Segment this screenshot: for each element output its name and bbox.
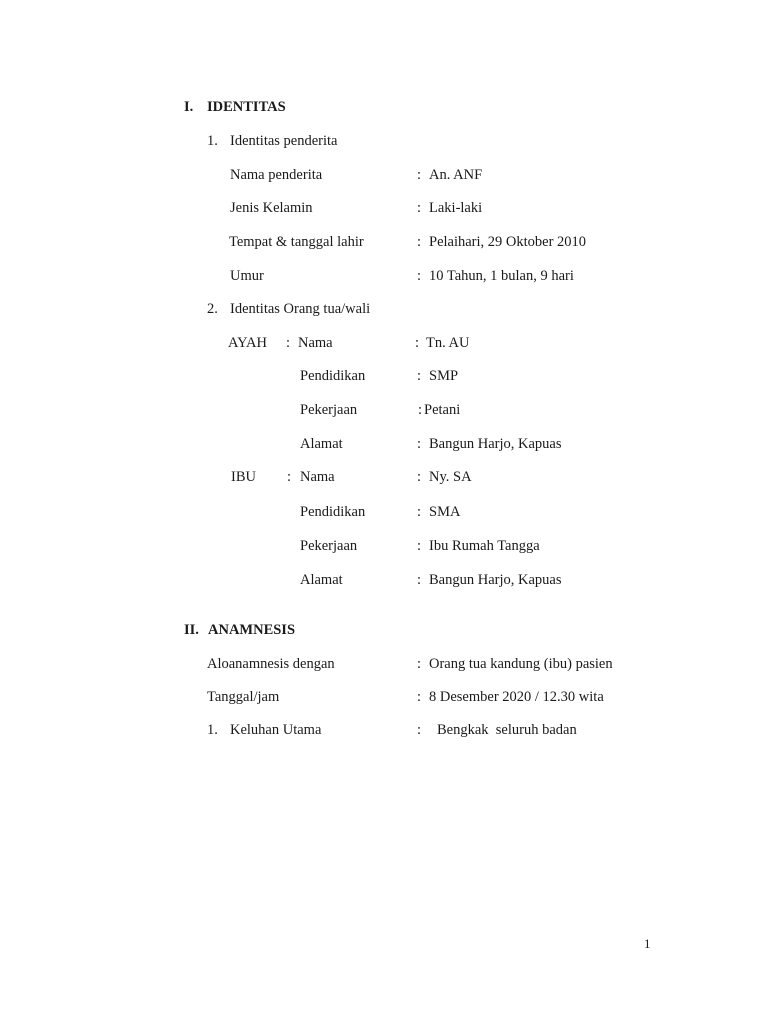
complaint-label: Keluhan Utama [230, 722, 322, 738]
mother-role: IBU [231, 469, 256, 485]
mother-label-job: Pekerjaan [300, 538, 358, 554]
section-1-title: IDENTITAS [207, 99, 286, 115]
father-sep-address: : [417, 436, 422, 452]
anamnesis-label-source: Aloanamnesis dengan [207, 656, 335, 672]
anamnesis-value-datetime: 8 Desember 2020 / 12.30 wita [429, 689, 604, 705]
patient-label-sex: Jenis Kelamin [230, 200, 313, 216]
complaint-number: 1. [207, 722, 218, 738]
father-label-name: Nama [298, 335, 333, 351]
father-label-job: Pekerjaan [300, 402, 358, 418]
anamnesis-sep-source: : [417, 656, 422, 672]
patient-value-sex: Laki-laki [429, 200, 483, 216]
patient-heading: Identitas penderita [230, 133, 338, 149]
patient-value-birth: Pelaihari, 29 Oktober 2010 [429, 234, 587, 250]
patient-sep-age: : [417, 268, 422, 284]
section-1-numeral: I. [184, 99, 194, 115]
anamnesis-label-datetime: Tanggal/jam [207, 689, 280, 705]
mother-value-address: Bangun Harjo, Kapuas [429, 572, 562, 588]
father-role: AYAH [228, 335, 267, 351]
mother-label-address: Alamat [300, 572, 343, 588]
patient-label-name: Nama penderita [230, 167, 323, 183]
anamnesis-value-source: Orang tua kandung (ibu) pasien [429, 656, 613, 672]
patient-sep-sex: : [417, 200, 422, 216]
father-label-address: Alamat [300, 436, 343, 452]
patient-number: 1. [207, 133, 218, 149]
mother-sep-address: : [417, 572, 422, 588]
patient-value-name: An. ANF [429, 167, 483, 183]
father-sep-education: : [417, 368, 422, 384]
mother-value-name: Ny. SA [429, 469, 472, 485]
mother-label-name: Nama [300, 469, 335, 485]
page-number: 1 [644, 936, 651, 951]
father-value-address: Bangun Harjo, Kapuas [429, 436, 562, 452]
mother-label-education: Pendidikan [300, 504, 366, 520]
anamnesis-sep-datetime: : [417, 689, 422, 705]
mother-role-colon: : [287, 469, 292, 485]
parents-number: 2. [207, 301, 218, 317]
section-2-title: ANAMNESIS [208, 622, 296, 638]
complaint-value: Bengkak seluruh badan [437, 722, 577, 738]
section-2-numeral: II. [184, 622, 199, 638]
mother-value-job: Ibu Rumah Tangga [429, 538, 540, 554]
father-value-education: SMP [429, 368, 459, 384]
mother-sep-education: : [417, 504, 422, 520]
father-sep-job: : [418, 402, 423, 418]
patient-sep-name: : [417, 167, 422, 183]
patient-label-age: Umur [230, 268, 264, 284]
mother-sep-job: : [417, 538, 422, 554]
father-sep-name: : [415, 335, 420, 351]
father-role-colon: : [286, 335, 291, 351]
father-label-education: Pendidikan [300, 368, 366, 384]
parents-heading: Identitas Orang tua/wali [230, 301, 371, 317]
patient-sep-birth: : [417, 234, 422, 250]
father-value-job: Petani [424, 402, 461, 418]
mother-sep-name: : [417, 469, 422, 485]
complaint-sep: : [417, 722, 422, 738]
patient-value-age: 10 Tahun, 1 bulan, 9 hari [429, 268, 574, 284]
mother-value-education: SMA [429, 504, 461, 520]
father-value-name: Tn. AU [426, 335, 470, 351]
patient-label-birth: Tempat & tanggal lahir [229, 234, 364, 250]
